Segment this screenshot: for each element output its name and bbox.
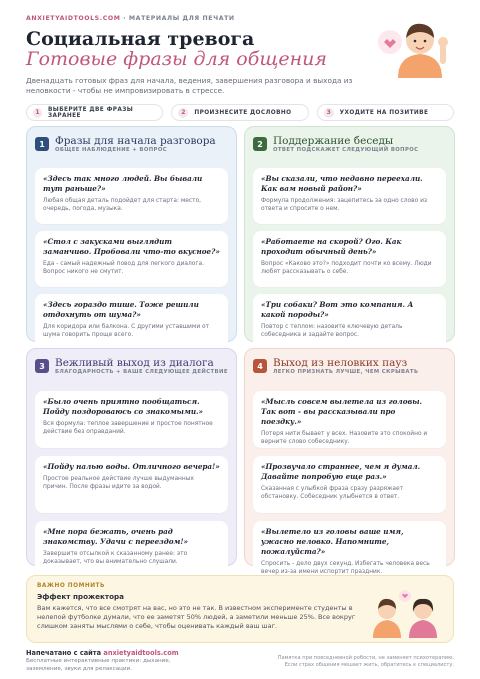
section-title: Вежливый выход из диалога [55,357,214,369]
phrase-text: «Вы сказали, что недавно переехали. Как вам новый район?» [261,174,423,193]
section-conversation-starters [26,126,237,342]
phrase-card [35,456,228,513]
section-awkward-pauses [244,348,455,575]
phrase-note: Спросить - дело двух секунд. Избегать человека весь вечер из-за имени испортит праздник. [261,561,430,575]
section-number: 2 [253,137,267,151]
section-subtitle: БЛАГОДАРНОСТЬ + ВАШЕ СЛЕДУЮЩЕЕ ДЕЙСТВИЕ [55,369,228,375]
phrase-card [35,168,228,224]
header-kicker: ANXIETYAIDTOOLS.COM · МАТЕРИАЛЫ ДЛЯ ПЕЧАТИ [26,15,235,22]
phrase-text: «Пойду налью воды. Отличного вечера!» [43,462,220,471]
phrase-note: Потеря нити бывает у всех. Назовите это спокойно и верните слово собеседнику. [261,431,428,445]
section-title: Поддержание беседы [273,135,394,147]
section-title: Фразы для начала разговора [55,135,216,147]
phrase-text: «Здесь так много людей. Вы бывали тут раньше?» [43,174,203,193]
footer-title: Напечатано с сайта anxietyaidtools.com [26,649,179,657]
footer-site-link[interactable]: anxietyaidtools.com [103,649,179,657]
steps-row [26,104,454,121]
two-people-illustration [369,582,441,638]
phrase-note: Формула продолжения: зацепитесь за одно слово из ответа и спросите о нем. [261,198,428,212]
lead-text: Двенадцать готовых фраз для начала, ведения, завершения разговора и выхода из неловкости - чтобы не импровизировать в стрессе. [26,76,353,95]
section-subtitle: ЛЕГКО ПРИЗНАТЬ ЛУЧШЕ, ЧЕМ СКРЫВАТЬ [273,369,419,375]
phrase-text: «Мысль совсем вылетела из головы. Так вот - вы рассказывали про поездку.» [261,397,423,426]
phrase-note: Простое реальное действие лучше выдуманных причин. После фразы идите за водой. [43,476,194,490]
phrase-note: Еда - самый надежный повод для легкого диалога. Вопрос никого не смутит. [43,261,204,275]
phrase-card [253,168,446,224]
phrase-text: «Было очень приятно пообщаться. Пойду поздороваюсь со знакомыми.» [43,397,204,416]
phrase-note: Вся формула: теплое завершение и простое понятное действие без оправданий. [43,421,213,435]
footer [26,649,454,673]
phrase-card [253,231,446,287]
footer-disclaimer: Памятка при повседневной робости, не заменяет психотерапию. Если страх общения мешает жить, обратитесь к специалисту. [277,655,454,668]
phrase-card [35,294,228,350]
phrase-note: Повтор с теплом: назовите ключевую деталь собеседника и задайте вопрос. [261,324,403,338]
step-3: 3 УХОДИТЕ НА ПОЗИТИВЕ [317,104,454,121]
phrase-card [35,391,228,448]
phrase-text: «Работаете на скорой? Ого. Как проходит обычный день?» [261,237,402,256]
phrase-text: «Три собаки? Вот это компания. А какой породы?» [261,300,414,319]
footer-description: Бесплатные интерактивные практики: дыхание, заземление, звуки для релаксации. [26,658,171,672]
phrase-text: «Стол с закусками выглядит заманчиво. Пробовали что-то вкусное?» [43,237,220,256]
site-name[interactable]: ANXIETYAIDTOOLS.COM [26,15,121,22]
phrase-text: «Прозвучало страннее, чем я думал. Давайте попробую еще раз.» [261,462,421,481]
phrase-card [253,521,446,578]
section-keeping-conversation [244,126,455,342]
step-2: 2 ПРОИЗНЕСИТЕ ДОСЛОВНО [171,104,308,121]
phrase-text: «Мне пора бежать, очень рад знакомству. Удачи с переездом!» [43,527,189,546]
phrase-card [253,391,446,448]
important-kicker: ВАЖНО ПОМНИТЬ [37,583,105,589]
phrase-text: «Вылетело из головы ваше имя, ужасно неловко. Напомните, пожалуйста?» [261,527,404,556]
phrase-card [253,456,446,513]
phrase-card [35,231,228,287]
section-number: 1 [35,137,49,151]
phrase-text: «Здесь гораздо тише. Тоже решили отдохнуть от шума?» [43,300,199,319]
phrase-note: Завершите отсылкой к сказанному ранее: это доказывает, что вы внимательно слушали. [43,551,188,565]
phrase-note: Любая общая деталь подойдет для старта: место, очередь, погода, музыка. [43,198,202,212]
section-number: 4 [253,359,267,373]
phrase-note: Сказанная с улыбкой фраза сразу разряжает обстановку. Собеседник улыбнется в ответ. [261,486,404,500]
section-title: Выход из неловких пауз [273,357,408,369]
section-subtitle: ОБЩЕЕ НАБЛЮДЕНИЕ + ВОПРОС [55,147,168,153]
section-polite-exit [26,348,237,566]
important-box [26,575,454,643]
waving-person-illustration [376,12,456,78]
phrase-card [253,294,446,350]
page-subtitle: Готовые фразы для общения [26,48,327,70]
step-1: 1 ВЫБЕРИТЕ ДВЕ ФРАЗЫ ЗАРАНЕЕ [26,104,163,121]
phrase-note: Вопрос «Каково это?» подходит почти ко всему. Люди любят рассказывать о себе. [261,261,432,275]
important-text: Вам кажется, что все смотрят на вас, но это не так. В известном эксперименте студенты в нелепой футболке думали, что ее заметят 50% людей, а заметили меньше 25%. Все вокруг слишком заняты мыслями о себе, чтобы оценивать каждый ваш шаг. [37,604,356,630]
phrase-note: Для коридора или балкона. С другими уставшими от шума говорить проще всего. [43,324,210,338]
phrase-card [35,521,228,578]
page-title: Социальная тревога [26,28,255,50]
section-number: 3 [35,359,49,373]
important-title: Эффект прожектора [37,592,125,601]
category-label: МАТЕРИАЛЫ ДЛЯ ПЕЧАТИ [128,15,235,22]
section-subtitle: ОТВЕТ ПОДСКАЖЕТ СЛЕДУЮЩИЙ ВОПРОС [273,147,419,153]
